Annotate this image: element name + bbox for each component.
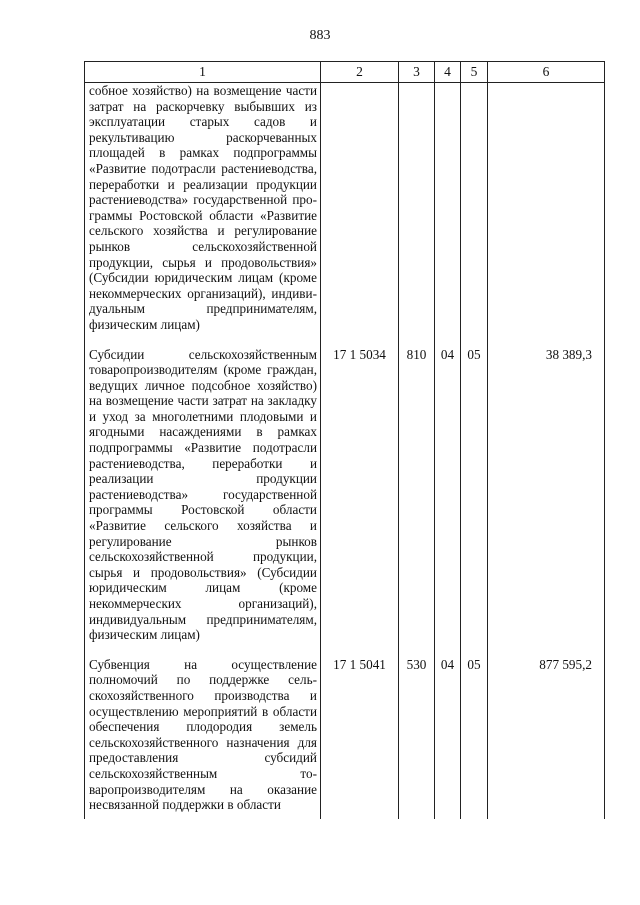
row-amount bbox=[488, 83, 605, 339]
column-header: 4 bbox=[435, 62, 461, 83]
page-number: 883 bbox=[309, 28, 331, 43]
row-target-article bbox=[321, 83, 399, 339]
column-header: 2 bbox=[321, 62, 399, 83]
budget-table bbox=[84, 61, 605, 819]
row-expense-type: 810 bbox=[399, 339, 435, 649]
row-target-article: 17 1 5034 bbox=[321, 339, 399, 649]
column-header: 6 bbox=[488, 62, 605, 83]
column-header: 5 bbox=[461, 62, 488, 83]
row-subsection: 05 bbox=[461, 339, 488, 649]
column-header: 3 bbox=[399, 62, 435, 83]
row-section bbox=[435, 83, 461, 339]
row-subsection: 05 bbox=[461, 649, 488, 819]
table-row bbox=[85, 339, 605, 649]
row-amount: 38 389,3 bbox=[488, 339, 605, 649]
row-section: 04 bbox=[435, 649, 461, 819]
row-target-article: 17 1 5041 bbox=[321, 649, 399, 819]
row-amount: 877 595,2 bbox=[488, 649, 605, 819]
row-description: Субвенция на осуществление полномочий по поддержке сельскохозяйственного производства и осуществлению мероприятий в области обеспечения плодородия земель сельскохозяйственного назначения для предоставления субсидий сельскохозяйственным товаропроизводителям на оказание несвязанной поддержки в области bbox=[85, 649, 321, 819]
table-row bbox=[85, 649, 605, 819]
row-subsection bbox=[461, 83, 488, 339]
row-expense-type: 530 bbox=[399, 649, 435, 819]
column-header: 1 bbox=[85, 62, 321, 83]
row-expense-type bbox=[399, 83, 435, 339]
row-description: собное хозяйство) на возмещение части затрат на раскорчевку выбывших из эксплуатации старых садов и рекультивацию раскорчеванных площадей в рамках подпрограммы «Развитие подотрасли растениеводства, переработки и реализации продукции растениеводства» государственной программы Ростовской области «Развитие сельского хозяйства и регулирование рынков сельскохозяйственной продукции, сырья и продовольствия» (Субсидии юридическим лицам (кроме некоммерческих организаций), индивидуальным предпринимателям, физическим лицам) bbox=[85, 83, 321, 339]
table-header-row bbox=[85, 62, 605, 83]
row-description: Субсидии сельскохозяйственным товаропроизводителям (кроме граждан, ведущих личное подсобное хозяйство) на возмещение части затрат на закладку и уход за многолетними плодовыми и ягодными насаждениями в рамках подпрограммы «Развитие подотрасли растениеводства, переработки и реализации продукции растениеводства» государственной программы Ростовской области «Развитие сельского хозяйства и регулирование рынков сельскохозяйственной продукции, сырья и продовольствия» (Субсидии юридическим лицам (кроме некоммерческих организаций), индивидуальным предпринимателям, физическим лицам) bbox=[85, 339, 321, 649]
row-section: 04 bbox=[435, 339, 461, 649]
table-row bbox=[85, 83, 605, 339]
